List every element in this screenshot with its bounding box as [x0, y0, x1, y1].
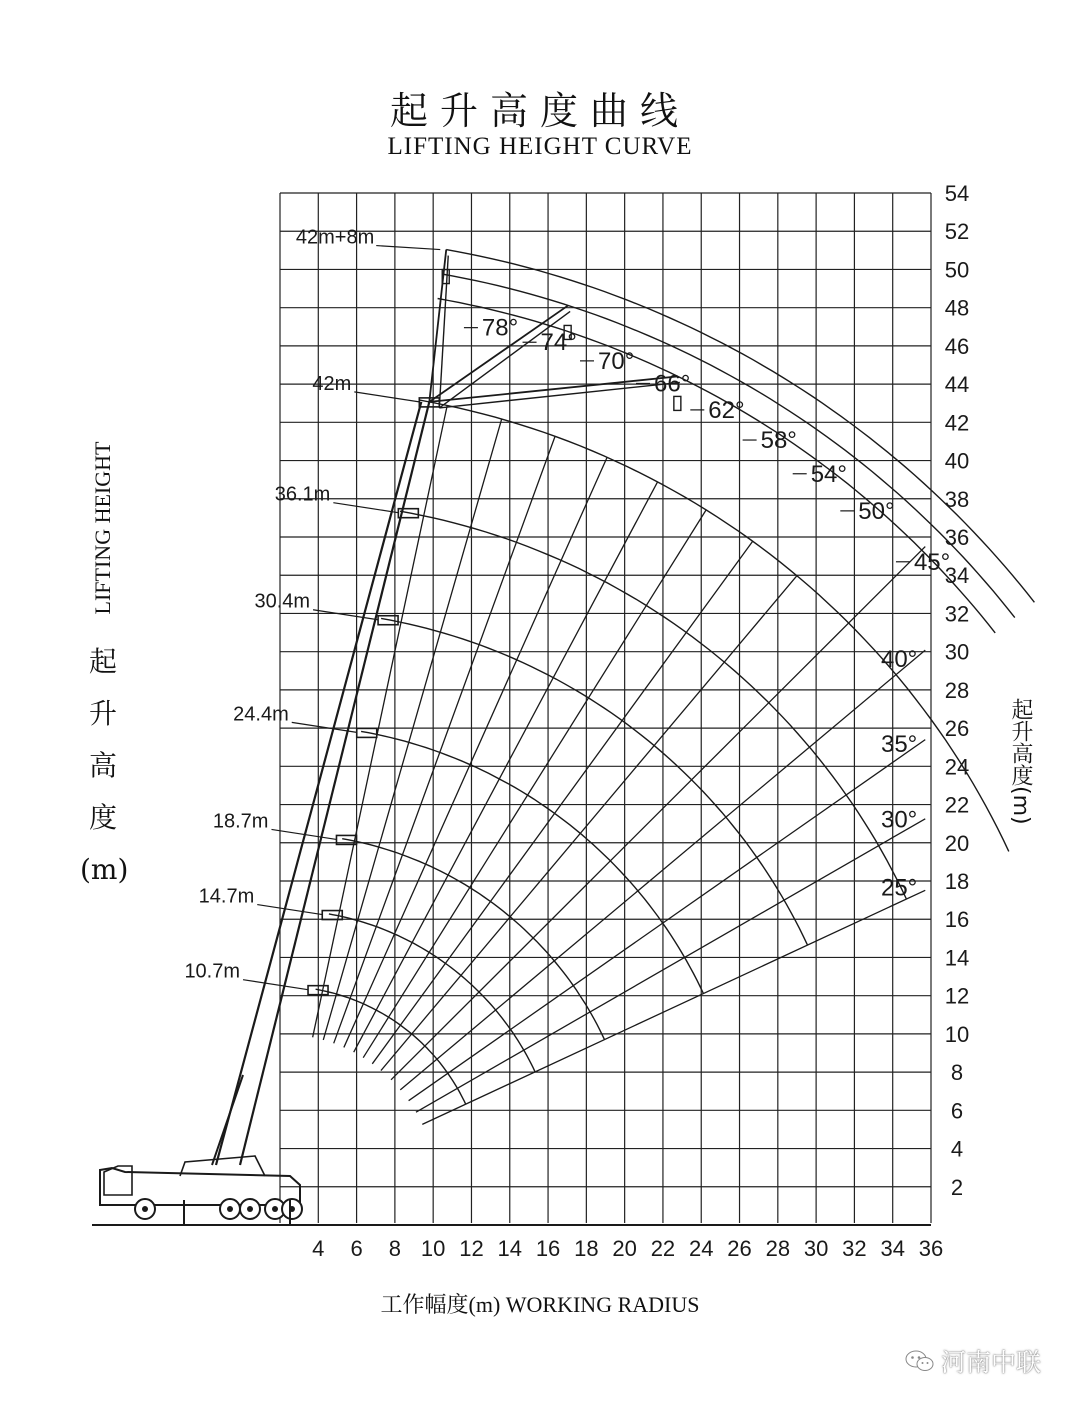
chart-title: 起升高度曲线 — [389, 89, 690, 133]
y-tick-label: 26 — [944, 716, 970, 742]
angle-line — [334, 436, 555, 1043]
truck-wheel-hub — [142, 1206, 148, 1212]
boom-length-label: 24.4m — [233, 703, 289, 726]
boom-length-curve — [361, 731, 703, 993]
y-tick-label: 32 — [944, 601, 970, 627]
y-axis-label-right: 起升高度(m) — [1008, 698, 1033, 825]
angle-label: 62° — [708, 396, 745, 424]
y-tick-label: 20 — [944, 830, 970, 856]
truck-wheel-hub — [227, 1206, 233, 1212]
hook-block — [674, 396, 681, 410]
x-tick-label: 22 — [650, 1236, 676, 1261]
x-tick-label: 12 — [459, 1236, 484, 1261]
angle-line — [422, 890, 925, 1124]
x-tick-label: 30 — [803, 1236, 829, 1261]
angle-line — [313, 405, 448, 1037]
angle-label: 54° — [810, 460, 847, 488]
y-tick-label: 38 — [944, 486, 970, 512]
x-tick-label: 24 — [688, 1236, 714, 1261]
x-tick-label: 28 — [765, 1236, 791, 1261]
watermark — [905, 1343, 1041, 1379]
angle-label: 45° — [913, 548, 951, 576]
boom-edge — [240, 402, 429, 1165]
angle-label: 78° — [481, 314, 519, 342]
y-tick-label: 52 — [944, 219, 970, 245]
y-tick-label: 4 — [950, 1136, 964, 1162]
boom-length-curve — [342, 839, 604, 1040]
y-tick-label: 2 — [950, 1174, 964, 1200]
y-tick-label: 48 — [944, 295, 970, 321]
y-tick-label: 28 — [944, 677, 970, 703]
y-tick-label: 34 — [944, 563, 970, 589]
x-tick-label: 20 — [612, 1236, 637, 1261]
y-tick-label: 40 — [944, 448, 970, 474]
angle-label: 70° — [598, 347, 635, 375]
boom-length-curve — [316, 989, 466, 1104]
boom-label-leader — [257, 905, 322, 915]
y-tick-label: 42 — [944, 410, 970, 436]
boom-length-curve — [438, 299, 996, 633]
boom-label-leader — [354, 392, 419, 402]
x-tick-label: 34 — [880, 1236, 905, 1261]
x-tick-label: 32 — [842, 1236, 867, 1261]
angle-label: 50° — [858, 497, 895, 525]
angle-lines — [313, 405, 926, 1124]
y-tick-label: 14 — [944, 945, 970, 971]
y-tick-label: 22 — [944, 792, 970, 818]
jib-member — [429, 376, 678, 401]
y-axis-label-left-cn: 起升高度(m) — [80, 645, 129, 886]
angle-line — [372, 541, 752, 1064]
crane-truck — [100, 1075, 302, 1225]
y-tick-label: 30 — [944, 639, 970, 665]
truck-wheel-hub — [247, 1206, 253, 1212]
x-tick-label: 14 — [497, 1236, 523, 1261]
y-tick-label: 24 — [944, 754, 970, 780]
boom-length-curve — [381, 618, 807, 945]
boom-length-curve — [400, 511, 906, 899]
truck-wheel-hub — [272, 1206, 278, 1212]
y-tick-label: 44 — [944, 372, 970, 398]
x-tick-label: 18 — [574, 1236, 599, 1261]
angle-label: 58° — [760, 427, 797, 455]
y-tick-label: 16 — [944, 907, 970, 933]
x-tick-label: 8 — [388, 1236, 402, 1261]
y-tick-label: 36 — [944, 525, 970, 550]
boom-length-label: 10.7m — [184, 960, 241, 983]
y-tick-label: 54 — [944, 181, 970, 206]
x-tick-label: 36 — [918, 1236, 944, 1261]
boom-length-label: 14.7m — [198, 885, 255, 908]
boom-length-curve — [329, 914, 535, 1072]
angle-label: 74° — [540, 329, 577, 357]
angle-label: 66° — [654, 370, 691, 398]
boom-length-label: 18.7m — [212, 810, 269, 833]
y-tick-label: 8 — [950, 1060, 964, 1086]
wechat-icon — [905, 1349, 935, 1373]
y-tick-label: 18 — [944, 869, 970, 894]
angle-line — [409, 740, 926, 1101]
angle-line — [323, 419, 501, 1040]
x-tick-label: 6 — [350, 1236, 363, 1261]
luffing-cylinder — [212, 1075, 243, 1165]
boom-label-leader — [333, 503, 398, 513]
boom-length-label: 30.4m — [254, 590, 311, 613]
y-tick-label: 10 — [944, 1021, 970, 1047]
y-tick-label: 12 — [944, 983, 970, 1009]
watermark-text: 河南中联 — [941, 1348, 1042, 1377]
boom-length-label: 42m — [312, 372, 352, 395]
chart-subtitle: LIFTING HEIGHT CURVE — [387, 133, 693, 160]
jib-member — [439, 382, 680, 407]
y-axis-label-left-en-text: LIFTING HEIGHT — [90, 441, 115, 615]
boom-length-label: 42m+8m — [295, 226, 375, 249]
angle-label: 30° — [880, 806, 918, 834]
y-tick-label: 46 — [944, 333, 970, 359]
boom-label-leader — [243, 980, 308, 990]
boom-length-label: 36.1m — [274, 483, 331, 506]
angle-label: 25° — [880, 874, 918, 902]
x-tick-label: 16 — [535, 1236, 561, 1261]
boom-label-leader — [292, 722, 357, 732]
angle-label: 40° — [880, 646, 918, 674]
x-axis-label: 工作幅度(m) WORKING RADIUS — [380, 1292, 700, 1317]
y-tick-label: 50 — [944, 257, 970, 283]
boom-label-leader — [376, 246, 440, 250]
y-tick-labels — [945, 181, 969, 1200]
x-tick-label: 4 — [312, 1236, 325, 1261]
angle-labels — [464, 315, 950, 902]
x-tick-label: 10 — [420, 1236, 446, 1261]
angle-label: 35° — [880, 731, 918, 759]
boom-label-leader — [313, 610, 378, 620]
angle-line — [354, 482, 658, 1052]
y-tick-label: 6 — [950, 1098, 964, 1124]
x-tick-label: 26 — [727, 1236, 752, 1261]
x-tick-labels — [312, 1236, 943, 1261]
angle-line — [363, 510, 706, 1058]
